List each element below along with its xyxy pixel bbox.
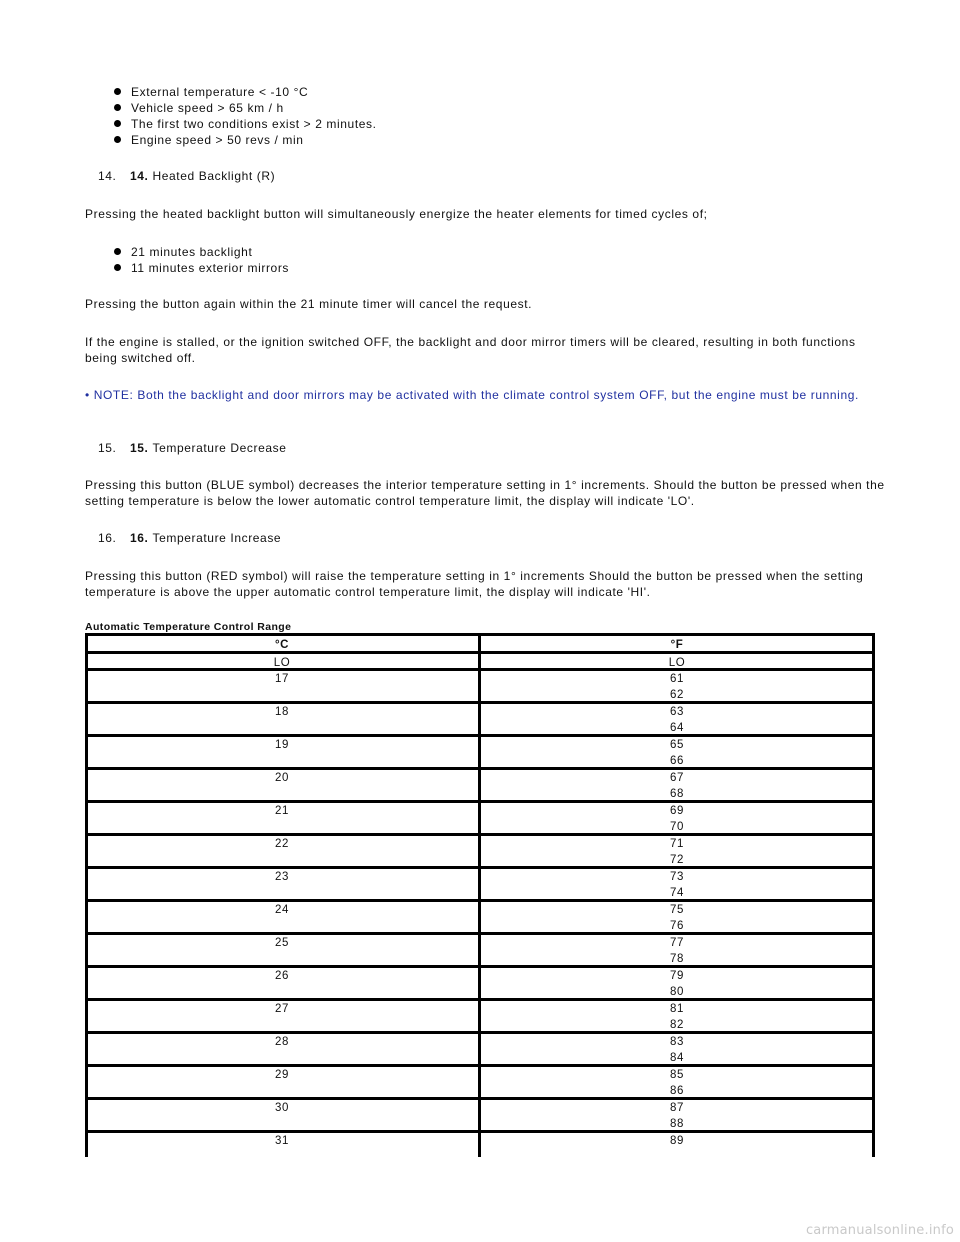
temperature-range-table: [85, 633, 875, 1157]
celsius-cell: 20: [275, 772, 289, 784]
list-item: The first two conditions exist > 2 minutes.: [114, 116, 377, 132]
fahrenheit-value: 85: [670, 1069, 684, 1081]
list-item: External temperature < -10 °C: [114, 84, 377, 100]
fahrenheit-value: 79: [670, 970, 684, 982]
table-caption: Automatic Temperature Control Range: [85, 621, 292, 633]
list-item: Engine speed > 50 revs / min: [114, 132, 377, 148]
fahrenheit-cell: [479, 836, 875, 868]
fahrenheit-value: 83: [670, 1036, 684, 1048]
list-item: Vehicle speed > 65 km / h: [114, 100, 377, 116]
celsius-cell: 22: [275, 838, 289, 850]
watermark-text: carmanualsonline.info: [805, 1223, 954, 1238]
bullet-icon: [114, 120, 121, 127]
fahrenheit-value: 78: [670, 953, 684, 965]
header-fahrenheit: °F: [670, 639, 684, 651]
fahrenheit-value: 66: [670, 755, 684, 767]
fahrenheit-value: 82: [670, 1019, 684, 1031]
fahrenheit-value: 76: [670, 920, 684, 932]
note-paragraph: • NOTE: Both the backlight and door mirrors may be activated with the climate control system OFF, but the engine must be running.: [85, 388, 859, 402]
fahrenheit-cell: [479, 737, 875, 769]
bullet-icon: [114, 136, 121, 143]
celsius-cell: 17: [275, 673, 289, 685]
bullet-icon: [114, 248, 121, 255]
fahrenheit-value: 89: [670, 1135, 684, 1147]
fahrenheit-cell: [479, 902, 875, 934]
fahrenheit-value: 63: [670, 706, 684, 718]
paragraph-heated: Pressing the heated backlight button will simultaneously energize the heater elements for timed cycles of;: [85, 207, 708, 221]
fahrenheit-value: 80: [670, 986, 684, 998]
list-item: 21 minutes backlight: [114, 244, 289, 260]
fahrenheit-value: 70: [670, 821, 684, 833]
step-heading-15: 15. 15. Temperature Decrease: [98, 441, 287, 455]
celsius-cell: 21: [275, 805, 289, 817]
celsius-cell: 28: [275, 1036, 289, 1048]
fahrenheit-value: 61: [670, 673, 684, 685]
fahrenheit-cell: [479, 1100, 875, 1132]
celsius-cell: LO: [273, 657, 291, 669]
fahrenheit-cell: [479, 803, 875, 835]
fahrenheit-value: 77: [670, 937, 684, 949]
celsius-cell: 29: [275, 1069, 289, 1081]
paragraph-increase: Pressing this button (RED symbol) will raise the temperature setting in 1° increments Should the button be pressed when the setting temperature is above the upper automatic control temperature limit, the display will indicate 'HI'.: [85, 569, 864, 599]
fahrenheit-cell: [479, 655, 875, 671]
header-celsius: °C: [274, 639, 290, 651]
bullet-icon: [114, 104, 121, 111]
fahrenheit-cell: [479, 671, 875, 703]
step-heading-14: 14. 14. Heated Backlight (R): [98, 169, 276, 183]
fahrenheit-value: 64: [670, 722, 684, 734]
celsius-cell: 24: [275, 904, 289, 916]
fahrenheit-value: 81: [670, 1003, 684, 1015]
celsius-cell: 26: [275, 970, 289, 982]
fahrenheit-value: 68: [670, 788, 684, 800]
fahrenheit-value: 86: [670, 1085, 684, 1097]
fahrenheit-value: 69: [670, 805, 684, 817]
celsius-cell: 31: [275, 1135, 289, 1147]
fahrenheit-value: 88: [670, 1118, 684, 1130]
fahrenheit-value: 62: [670, 689, 684, 701]
celsius-cell: 27: [275, 1003, 289, 1015]
celsius-cell: 23: [275, 871, 289, 883]
bullet-icon: [114, 264, 121, 271]
list-item: 11 minutes exterior mirrors: [114, 260, 289, 276]
fahrenheit-value: 74: [670, 887, 684, 899]
paragraph-decrease: Pressing this button (BLUE symbol) decreases the interior temperature setting in 1° increments. Should the button be pressed when the setting temperature is below the lower automatic control temperature limit, the display will indicate 'LO'.: [85, 478, 885, 508]
fahrenheit-value: 67: [670, 772, 684, 784]
bullet-icon: [114, 88, 121, 95]
fahrenheit-cell: [479, 869, 875, 901]
fahrenheit-cell: [479, 1034, 875, 1066]
celsius-cell: 18: [275, 706, 289, 718]
fahrenheit-cell: [479, 1133, 875, 1149]
fahrenheit-cell: [479, 704, 875, 736]
fahrenheit-value: 84: [670, 1052, 684, 1064]
conditions-list: [114, 84, 377, 148]
heated-cycles-list: [114, 244, 289, 276]
fahrenheit-value: LO: [668, 657, 686, 669]
fahrenheit-value: 72: [670, 854, 684, 866]
fahrenheit-value: 75: [670, 904, 684, 916]
paragraph-cancel: Pressing the button again within the 21 minute timer will cancel the request.: [85, 297, 533, 311]
fahrenheit-cell: [479, 968, 875, 1000]
fahrenheit-cell: [479, 770, 875, 802]
step-heading-16: 16. 16. Temperature Increase: [98, 531, 282, 545]
fahrenheit-value: 73: [670, 871, 684, 883]
fahrenheit-value: 87: [670, 1102, 684, 1114]
celsius-cell: 30: [275, 1102, 289, 1114]
celsius-cell: 25: [275, 937, 289, 949]
fahrenheit-value: 65: [670, 739, 684, 751]
fahrenheit-cell: [479, 935, 875, 967]
paragraph-stall: If the engine is stalled, or the ignition switched OFF, the backlight and door mirror timers will be cleared, resulting in both functions being switched off.: [85, 335, 856, 365]
fahrenheit-cell: [479, 1001, 875, 1033]
fahrenheit-value: 71: [670, 838, 684, 850]
celsius-cell: 19: [275, 739, 289, 751]
fahrenheit-cell: [479, 1067, 875, 1099]
